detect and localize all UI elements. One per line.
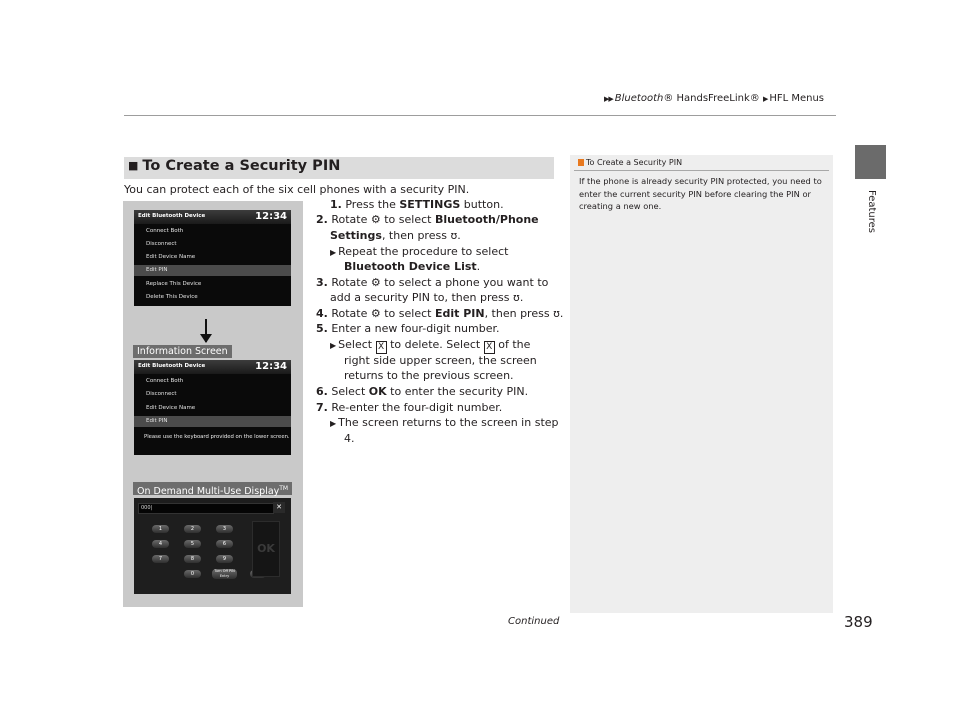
continued-label: Continued [508, 616, 560, 627]
close-key-icon: X [484, 341, 495, 354]
step-2 [316, 212, 539, 227]
keypad-key: 3 [216, 525, 233, 533]
square-bullet-icon: ■ [128, 159, 139, 172]
screen-title: Edit Bluetooth Device [138, 363, 206, 369]
step-text: Rotate [331, 307, 371, 320]
step-5-sub-line-2 [344, 353, 537, 368]
sub-step-arrow-icon: ▶ [330, 419, 337, 428]
step-7-sub-line-2 [344, 431, 355, 446]
chapter-tab-marker [855, 145, 886, 179]
step-2-line-2 [330, 228, 461, 243]
step-text: . [559, 307, 564, 320]
step-5 [316, 321, 500, 336]
keypad-key: 8 [184, 555, 201, 563]
menu-item: Replace This Device [146, 281, 202, 287]
step-number: 7. [316, 401, 328, 414]
step-text: to delete. Select [386, 338, 484, 351]
step-number: 5. [316, 322, 328, 335]
step-7-sub [330, 415, 559, 431]
delete-key-icon: X [376, 341, 387, 354]
menu-item: Connect Both [146, 378, 184, 384]
keypad-key: 0 [184, 570, 201, 578]
chapter-tab [855, 190, 886, 300]
screen-title: Edit Bluetooth Device [138, 213, 206, 219]
menu-option-label: Bluetooth Device List [344, 260, 477, 273]
menu-item: Edit Device Name [146, 405, 196, 411]
menu-option-label: Bluetooth/Phone [434, 213, 539, 226]
step-text: to select [380, 307, 435, 320]
step-text: Re-enter the four-digit number. [331, 401, 503, 414]
step-text: Rotate [331, 276, 371, 289]
menu-option-label: Settings [330, 229, 382, 242]
step-5-sub [330, 337, 530, 354]
breadcrumb-item-bluetooth: Bluetooth [614, 93, 664, 104]
step-number: 4. [316, 307, 328, 320]
keyboard-prompt-message: Please use the keyboard provided on the lower screen. [144, 434, 290, 440]
menu-item: Connect Both [146, 228, 184, 234]
step-number: 6. [316, 385, 328, 398]
note-divider [574, 170, 829, 171]
step-5-sub-line-3 [344, 368, 514, 383]
pin-entry-field: 000| [138, 503, 274, 514]
step-text: Enter a new four-digit number. [331, 322, 500, 335]
note-marker-icon [578, 159, 584, 166]
step-3 [316, 275, 548, 290]
turn-off-pin-entry-key: Turn Off PIN Entry [212, 569, 237, 579]
page-number: 389 [844, 613, 873, 631]
sub-step-arrow-icon: ▶ [330, 341, 337, 350]
step-7 [316, 400, 502, 415]
chapter-tab-label: Features [865, 190, 877, 233]
step-text: to enter the security PIN. [386, 385, 529, 398]
step-text: . [457, 229, 461, 242]
keypad-key: 4 [152, 540, 169, 548]
step-text: to select [380, 213, 435, 226]
step-text: button. [460, 198, 504, 211]
step-text: 4. [344, 432, 355, 445]
step-text: , then press [381, 229, 451, 242]
trademark-mark: TM [279, 485, 289, 492]
step-text: to select a phone you want to [380, 276, 549, 289]
information-screen-tag [133, 345, 232, 358]
enter-press-icon: ʊ [553, 307, 560, 320]
step-1 [330, 197, 504, 212]
note-title [578, 158, 682, 167]
step-text: Repeat the procedure to select [338, 245, 509, 258]
section-title-text: To Create a Security PIN [142, 158, 341, 174]
step-4 [316, 306, 563, 321]
on-demand-display-tag-label: On Demand Multi-Use Display [137, 486, 280, 498]
information-screen [134, 360, 291, 455]
section-title [128, 158, 340, 174]
breadcrumb [604, 93, 824, 104]
step-3-line-2 [330, 290, 523, 305]
step-text: add a security PIN to, then press [330, 291, 514, 304]
keypad-key: 6 [216, 540, 233, 548]
step-6 [316, 384, 528, 399]
step-number: 2. [316, 213, 328, 226]
keypad-key: 9 [216, 555, 233, 563]
intro-text: You can protect each of the six cell phones with a security PIN. [124, 183, 470, 196]
breadcrumb-item-hfl-suffix: ® HandsFreeLink® [663, 93, 760, 104]
keypad-key: 1 [152, 525, 169, 533]
information-screen-tag-label: Information Screen [137, 346, 228, 357]
upper-screen-menu [134, 210, 291, 306]
arrow-down-head [200, 334, 212, 343]
step-2-sub [330, 244, 508, 260]
note-panel [570, 155, 833, 613]
ok-key: OK [252, 521, 280, 577]
step-2-sub-line-2 [344, 259, 480, 274]
step-number: 1. [330, 198, 342, 211]
keypad-key: 2 [184, 525, 201, 533]
breadcrumb-arrow-icon: ▶▶ [604, 95, 613, 103]
close-icon: ✕ [273, 502, 285, 513]
ok-label: OK [368, 385, 387, 398]
step-text: , then press [484, 307, 554, 320]
pin-keypad-screen [134, 498, 291, 594]
note-title-text: To Create a Security PIN [586, 158, 683, 167]
interface-dial-icon: ⚙ [370, 307, 381, 320]
step-text: . [519, 291, 524, 304]
step-text: right side upper screen, the screen [344, 354, 537, 367]
step-text: . [476, 260, 481, 273]
breadcrumb-arrow-icon: ▶ [762, 95, 768, 103]
menu-option-label: Edit PIN [434, 307, 485, 320]
step-text: returns to the previous screen. [344, 369, 514, 382]
header-divider [124, 115, 836, 116]
enter-press-icon: ʊ [450, 229, 458, 242]
keypad-key: 5 [184, 540, 201, 548]
on-demand-display-tag [133, 482, 292, 498]
menu-item: Disconnect [146, 241, 177, 247]
enter-press-icon: ʊ [513, 291, 520, 304]
menu-item: Edit PIN [146, 418, 168, 424]
menu-item: Disconnect [146, 391, 177, 397]
menu-item: Delete This Device [146, 294, 198, 300]
step-text: Select [331, 385, 369, 398]
screen-clock: 12:34 [255, 361, 287, 372]
keypad-key: 7 [152, 555, 169, 563]
step-text: of the [494, 338, 531, 351]
settings-button-label: SETTINGS [399, 198, 461, 211]
menu-item: Edit Device Name [146, 254, 196, 260]
step-text: Select [338, 338, 376, 351]
step-text: The screen returns to the screen in step [338, 416, 559, 429]
step-text: Rotate [331, 213, 371, 226]
step-number: 3. [316, 276, 328, 289]
interface-dial-icon: ⚙ [370, 213, 381, 226]
step-text: Press the [345, 198, 400, 211]
note-body: If the phone is already security PIN protected, you need to enter the current security PIN before clearing the PIN or creating a new one. [579, 176, 822, 211]
menu-item: Edit PIN [146, 267, 168, 273]
breadcrumb-item-hfl-menus: HFL Menus [769, 93, 825, 104]
sub-step-arrow-icon: ▶ [330, 248, 337, 257]
screen-clock: 12:34 [255, 211, 287, 222]
interface-dial-icon: ⚙ [370, 276, 381, 289]
